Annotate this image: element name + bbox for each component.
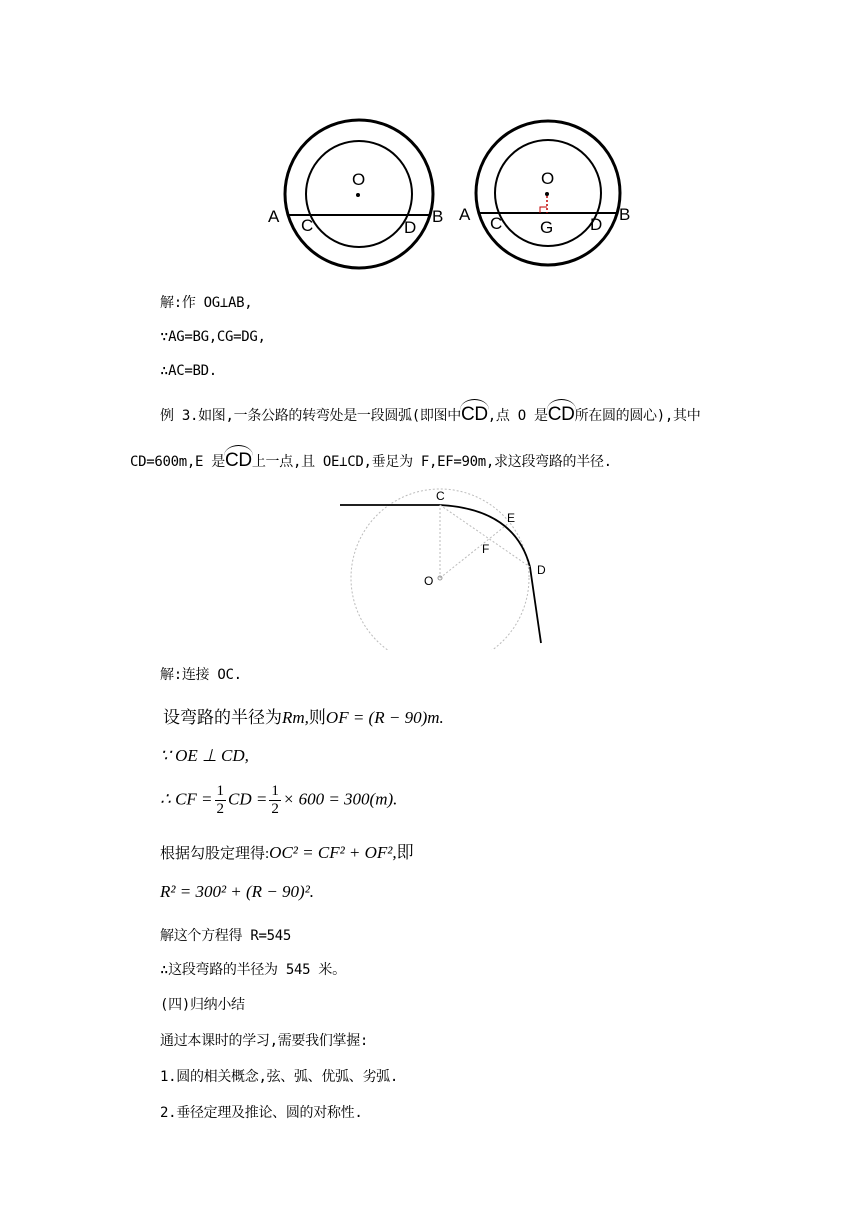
solution1-line3: ∴AC=BD.: [160, 363, 217, 379]
arc-cd: CD: [225, 450, 252, 471]
math-line3: [160, 783, 397, 818]
math-line2: [160, 746, 249, 766]
right-label-a: A: [459, 205, 471, 224]
fraction-numerator: 1: [271, 783, 279, 799]
arc-cd: CD: [547, 404, 575, 425]
right-center-dot: [545, 192, 549, 196]
math-text: 根据勾股定理得:: [160, 846, 270, 862]
label-f: F: [482, 542, 490, 556]
left-diagram: [268, 120, 443, 268]
left-label-o: O: [352, 170, 366, 189]
fraction-half: [269, 783, 281, 818]
summary-intro: 通过本课时的学习,需要我们掌握:: [160, 1033, 369, 1049]
arc-cd: CD: [460, 404, 488, 425]
concentric-circles-figure: [260, 118, 640, 278]
example3-text2: ,点 O 是: [487, 408, 548, 424]
example3-text1: 例 3.如图,一条公路的转弯处是一段圆弧(即图中: [160, 408, 461, 424]
label-e: E: [507, 511, 516, 525]
left-label-b: B: [432, 207, 444, 226]
label-d: D: [537, 563, 546, 577]
math-line4: [160, 838, 414, 863]
fraction-numerator: 1: [216, 783, 225, 799]
math-expr: ∴ CF =: [160, 789, 213, 809]
math-line5: [160, 882, 314, 902]
right-label-d: D: [590, 215, 603, 234]
math-line1: [163, 703, 444, 728]
math-text: 设弯路的半径为: [163, 708, 282, 727]
solution2-line1: 解:连接 OC.: [160, 667, 242, 683]
solution1-line1: 解:作 OG⊥AB,: [160, 295, 253, 311]
right-label-c: C: [490, 214, 503, 233]
right-label-g: G: [540, 218, 554, 237]
example3-text5: 上一点,且 OE⊥CD,垂足为 F,EF=90m,求这段弯路的半径.: [251, 454, 612, 470]
math-text: 则: [308, 708, 326, 727]
right-diagram: [459, 121, 630, 265]
math-expr: OF = (R − 90)m.: [325, 708, 444, 727]
left-label-c: C: [301, 216, 314, 235]
fraction-denominator: 2: [216, 801, 225, 817]
math-expr: Rm,: [282, 708, 309, 727]
summary-item1: 1.圆的相关概念,弦、弧、优弧、劣弧.: [160, 1069, 399, 1085]
label-c: C: [436, 489, 445, 503]
math-expr: OC² = CF² + OF²,: [269, 843, 397, 862]
right-label-b: B: [619, 205, 631, 224]
summary-heading: (四)归纳小结: [160, 997, 245, 1013]
example3-text3: 所在圆的圆心),其中: [574, 408, 701, 424]
right-label-o: O: [541, 169, 555, 188]
segment-oe: [440, 523, 509, 578]
left-label-a: A: [268, 207, 280, 226]
left-center-dot: [356, 193, 360, 197]
solution2-line6: 解这个方程得 R=545: [160, 928, 291, 944]
left-label-d: D: [404, 218, 417, 237]
fraction-denominator: 2: [271, 801, 279, 817]
summary-item2: 2.垂径定理及推论、圆的对称性.: [160, 1105, 363, 1121]
solution1-line2: ∵AG=BG,CG=DG,: [160, 329, 266, 345]
example3-text4: CD=600m,E 是: [130, 454, 225, 470]
math-expr: CD =: [228, 789, 268, 809]
math-expr: ∵ OE ⊥ CD,: [160, 746, 249, 765]
math-expr: R² = 300² + (R − 90)².: [160, 882, 315, 901]
math-text: 即: [396, 843, 414, 862]
math-expr: × 600 = 300(m).: [282, 789, 398, 809]
fraction-half: [215, 783, 227, 818]
solution2-line7: ∴这段弯路的半径为 545 米。: [160, 962, 346, 978]
example3-line1: [160, 402, 700, 426]
label-o: O: [424, 574, 434, 588]
road-curve-figure: [330, 485, 560, 650]
example3-line2: [130, 448, 612, 472]
